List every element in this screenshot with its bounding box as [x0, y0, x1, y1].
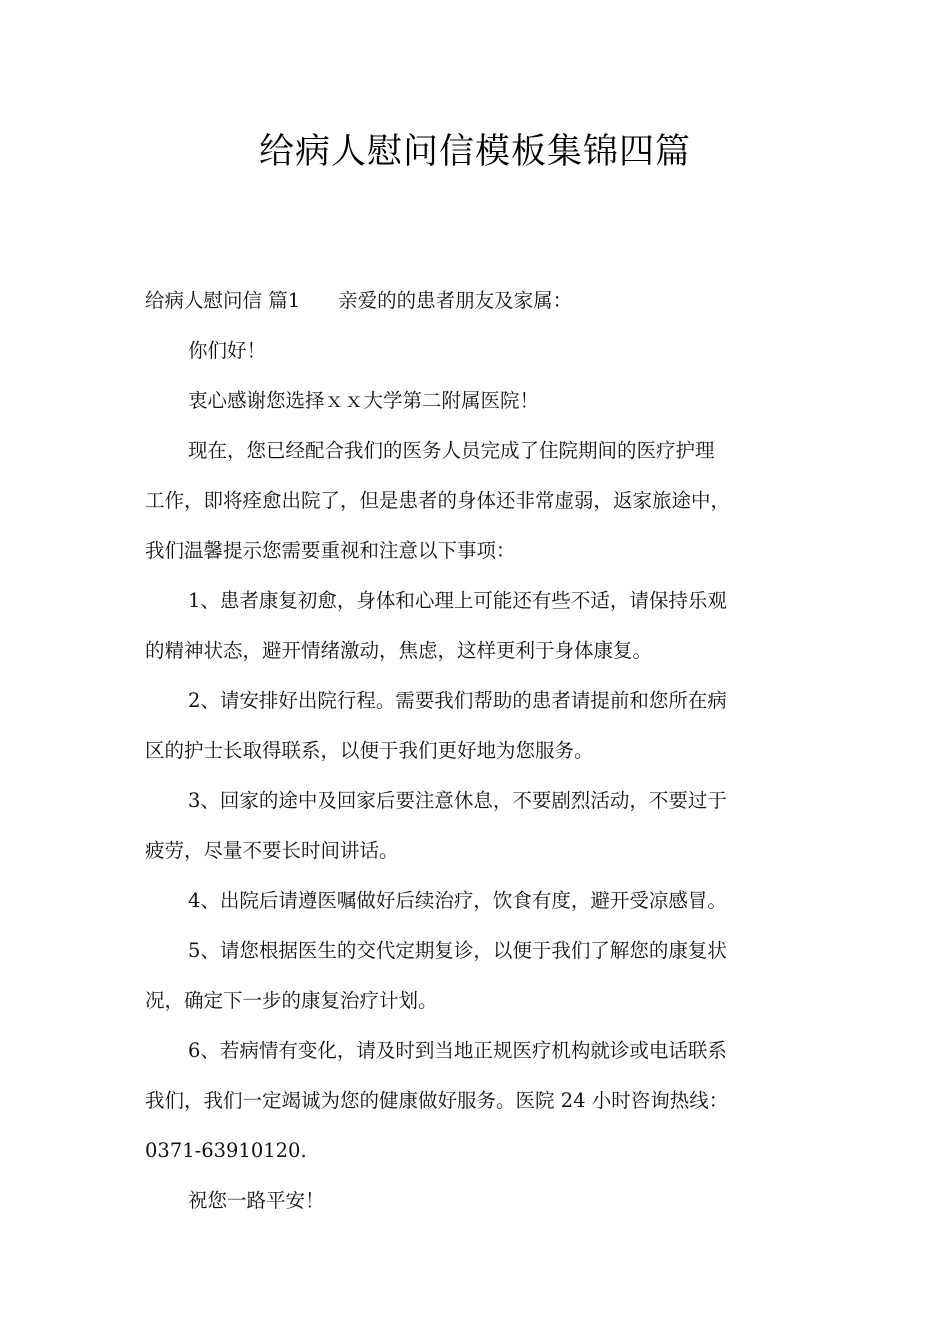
item-2-line-1: 2、请安排好出院行程。需要我们帮助的患者请提前和您所在病 — [188, 689, 727, 712]
greeting: 你们好！ — [188, 339, 267, 362]
salutation: 亲爱的的患者朋友及家属： — [338, 289, 573, 312]
item-2-line-2: 区的护士长取得联系，以便于我们更好地为您服务。 — [145, 739, 594, 762]
letter-body — [145, 276, 815, 1226]
item-1-line-2: 的精神状态，避开情绪激动，焦虑，这样更利于身体康复。 — [145, 639, 653, 662]
item-3-line-1: 3、回家的途中及回家后要注意休息，不要剧烈活动，不要过于 — [188, 789, 727, 812]
heading-line — [145, 276, 815, 326]
hotline-number: 0371-63910120. — [145, 1139, 307, 1162]
item-1-line-1: 1、患者康复初愈，身体和心理上可能还有些不适，请保持乐观 — [188, 589, 727, 612]
section-heading: 给病人慰问信 篇1 — [145, 289, 301, 312]
item-5-line-2: 况，确定下一步的康复治疗计划。 — [145, 989, 438, 1012]
document-title: 给病人慰问信模板集锦四篇 — [258, 132, 691, 172]
thanks-line: 衷心感谢您选择ｘｘ大学第二附属医院！ — [188, 389, 540, 412]
item-3-line-2: 疲劳，尽量不要长时间讲话。 — [145, 839, 399, 862]
item-4-line-1: 4、出院后请遵医嘱做好后续治疗，饮食有度，避开受凉感冒。 — [188, 889, 727, 912]
closing-line: 祝您一路平安！ — [188, 1189, 325, 1212]
item-6-line-1: 6、若病情有变化，请及时到当地正规医疗机构就诊或电话联系 — [188, 1039, 727, 1062]
item-6-line-2: 我们，我们一定竭诚为您的健康做好服务。医院 24 小时咨询热线： — [145, 1089, 729, 1112]
intro-line-3: 我们温馨提示您需要重视和注意以下事项： — [145, 539, 516, 562]
intro-line-2: 工作，即将痊愈出院了，但是患者的身体还非常虚弱，返家旅途中， — [145, 489, 731, 512]
item-5-line-1: 5、请您根据医生的交代定期复诊，以便于我们了解您的康复状 — [188, 939, 727, 962]
intro-line-1: 现在，您已经配合我们的医务人员完成了住院期间的医疗护理 — [188, 439, 715, 462]
